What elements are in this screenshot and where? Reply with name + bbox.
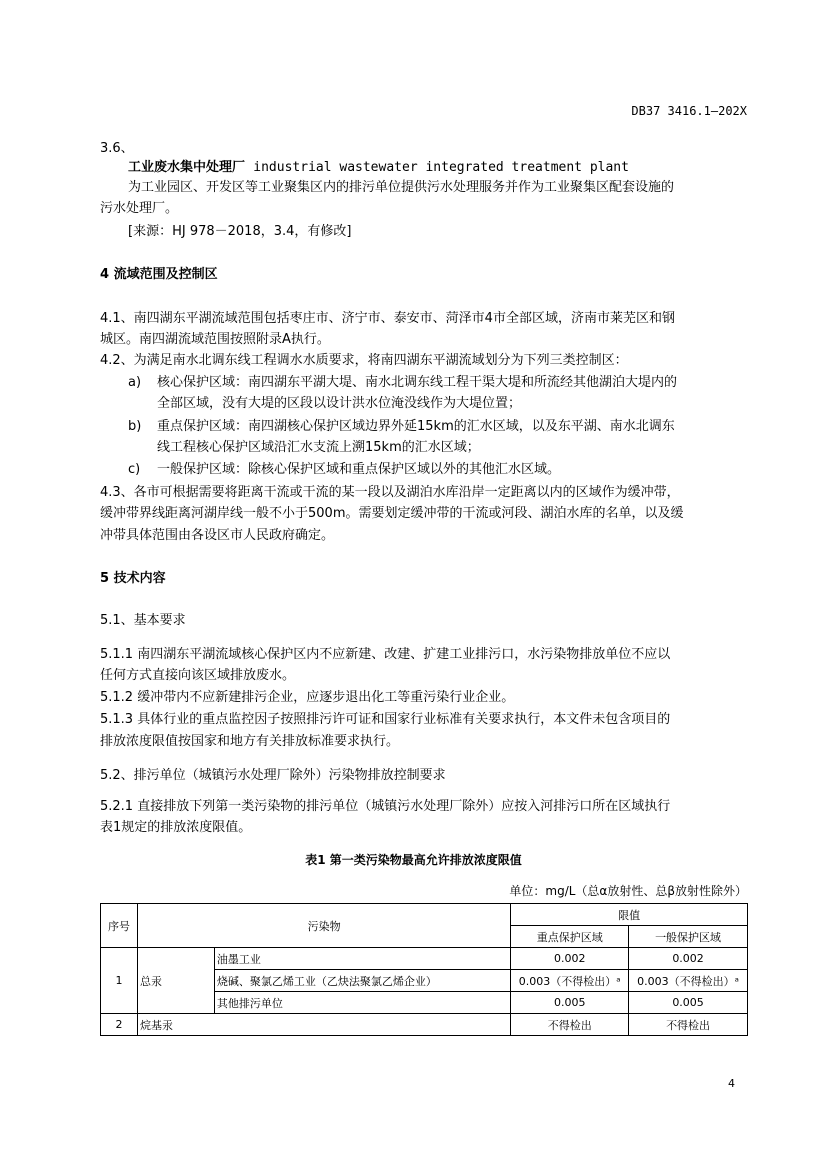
sub-category: 烧碱、聚氯乙烯工业（乙炔法聚氯乙烯企业） <box>214 970 510 992</box>
general-area-value: 0.005 <box>629 992 748 1014</box>
paragraph-line: 5.1.1 南四湖东平湖流域核心保护区内不应新建、改建、扩建工业排污口，水污染物排放单位不应以 <box>100 647 671 662</box>
list-label-a: a) <box>128 375 142 390</box>
subsection-5-1-heading: 5.1、基本要求 <box>100 613 186 628</box>
general-area-value: 0.002 <box>629 948 748 970</box>
list-item-b-cont: 线工程核心保护区域沿汇水支流上溯15km的汇水区域； <box>157 440 480 455</box>
source-note: [来源：HJ 978－2018，3.4，有修改] <box>128 224 352 239</box>
definition-line: 污水处理厂。 <box>100 201 179 216</box>
list-label-c: c) <box>128 462 141 477</box>
list-item-b: 重点保护区域：南四湖核心保护区域边界外延15km的汇水区域，以及东平湖、南水北调东 <box>157 419 675 434</box>
list-item-c: 一般保护区域：除核心保护区域和重点保护区域以外的其他汇水区域。 <box>157 462 561 477</box>
term-heading <box>128 158 629 178</box>
subsection-5-2-heading: 5.2、排污单位（城镇污水处理厂除外）污染物排放控制要求 <box>100 768 446 783</box>
sub-category: 其他排污单位 <box>214 992 510 1014</box>
section-4-heading: 4 流域范围及控制区 <box>100 267 218 282</box>
row-no: 1 <box>101 948 138 1014</box>
paragraph-line: 缓冲带界线距离河湖岸线一般不小于500m。需要划定缓冲带的干流或河段、湖泊水库的名单，以及缓 <box>100 506 684 521</box>
table-row <box>101 948 748 970</box>
term-cn: 工业废水集中处理厂 <box>128 160 246 175</box>
paragraph-line: 排放浓度限值按国家和地方有关排放标准要求执行。 <box>100 734 400 749</box>
definition-line: 为工业园区、开发区等工业聚集区内的排污单位提供污水处理服务并作为工业聚集区配套设施的 <box>128 180 675 195</box>
paragraph-line: 5.2.1 直接排放下列第一类污染物的排污单位（城镇污水处理厂除外）应按入河排污口所在区域执行 <box>100 799 671 814</box>
paragraph-line: 表1规定的排放浓度限值。 <box>100 820 252 835</box>
list-label-b: b) <box>128 419 142 434</box>
key-area-value: 不得检出 <box>511 1014 629 1036</box>
paragraph-line: 4.1、南四湖东平湖流域范围包括枣庄市、济宁市、泰安市、菏泽市4市全部区域，济南市莱芜区和钢 <box>100 311 675 326</box>
section-number: 3.6、 <box>100 141 134 156</box>
paragraph-line: 冲带具体范围由各设区市人民政府确定。 <box>100 528 335 543</box>
list-item-a-cont: 全部区域，没有大堤的区段以设计洪水位淹没线作为大堤位置； <box>157 396 522 411</box>
general-area-value: 0.003（不得检出）ᵃ <box>629 970 748 992</box>
list-item-a: 核心保护区域：南四湖东平湖大堤、南水北调东线工程干渠大堤和所流经其他湖泊大堤内的 <box>157 375 678 390</box>
paragraph-line: 5.1.2 缓冲带内不应新建排污企业，应逐步退出化工等重污染行业企业。 <box>100 690 515 705</box>
key-area-value: 0.005 <box>511 992 629 1014</box>
pollutant-limits-table <box>100 903 748 1036</box>
sub-category: 油墨工业 <box>214 948 510 970</box>
paragraph-line: 5.1.3 具体行业的重点监控因子按照排污许可证和国家行业标准有关要求执行，本文件未包含项目的 <box>100 712 671 727</box>
pollutant-name: 总汞 <box>137 948 214 1014</box>
header-key-area: 重点保护区域 <box>511 926 629 948</box>
header-pollutant: 污染物 <box>137 904 510 948</box>
key-area-value: 0.002 <box>511 948 629 970</box>
doc-code: DB37 3416.1—202X <box>631 104 747 118</box>
pollutant-name: 烷基汞 <box>137 1014 510 1036</box>
term-en: industrial wastewater integrated treatment plant <box>253 160 629 175</box>
table-unit: 单位：mg/L（总α放射性、总β放射性除外） <box>509 884 747 898</box>
table-row <box>101 1014 748 1036</box>
table-header-row <box>101 904 748 926</box>
paragraph-line: 4.2、为满足南水北调东线工程调水水质要求，将南四湖东平湖流域划分为下列三类控制区： <box>100 353 628 368</box>
header-no: 序号 <box>101 904 138 948</box>
page-number: 4 <box>728 1077 735 1090</box>
key-area-value: 0.003（不得检出）ᵃ <box>511 970 629 992</box>
table-caption: 表1 第一类污染物最高允许排放浓度限值 <box>305 853 522 867</box>
header-limit: 限值 <box>511 904 748 926</box>
general-area-value: 不得检出 <box>629 1014 748 1036</box>
header-general-area: 一般保护区域 <box>629 926 748 948</box>
row-no: 2 <box>101 1014 138 1036</box>
paragraph-line: 4.3、各市可根据需要将距离干流或干流的某一段以及湖泊水库沿岸一定距离以内的区域作为缓冲带， <box>100 485 680 500</box>
section-5-heading: 5 技术内容 <box>100 571 166 586</box>
paragraph-line: 城区。南四湖流域范围按照附录A执行。 <box>100 332 330 347</box>
paragraph-line: 任何方式直接向该区域排放废水。 <box>100 668 296 683</box>
